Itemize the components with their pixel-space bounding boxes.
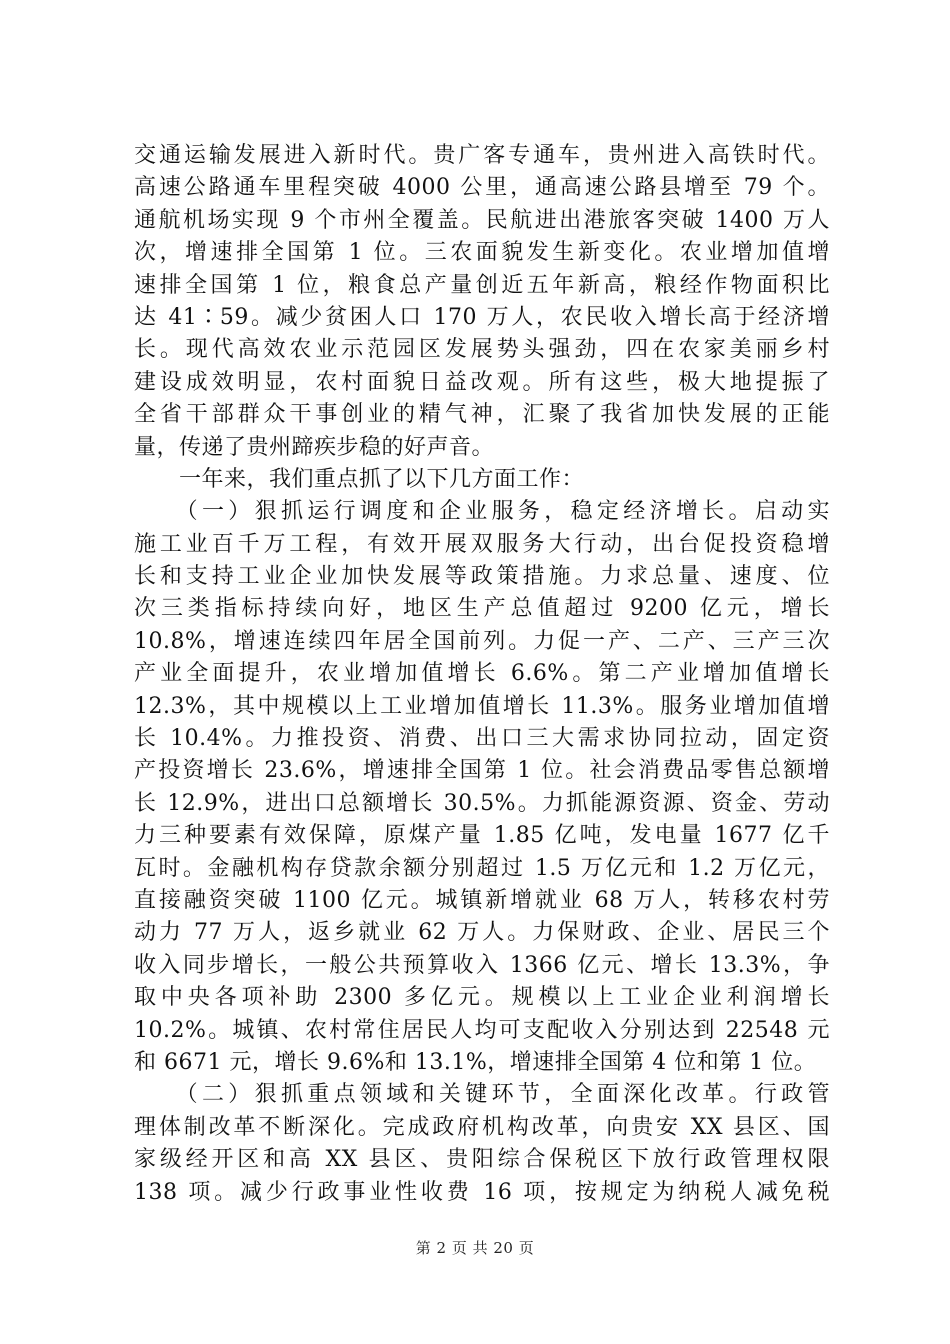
text-line: 长 10.4%。力推投资、消费、出口三大需求协同拉动，固定资 bbox=[134, 726, 830, 752]
text-line: 长和支持工业企业加快发展等政策措施。力求总量、速度、位 bbox=[134, 564, 830, 590]
text-line: 交通运输发展进入新时代。贵广客专通车，贵州进入高铁时代。 bbox=[134, 143, 830, 168]
text-line: 10.2%。城镇、农村常住居民人均可支配收入分别达到 22548 元 bbox=[134, 1017, 830, 1043]
text-line: 达 41∶59。减少贫困人口 170 万人，农民收入增长高于经济增 bbox=[134, 304, 830, 330]
text-line: 次三类指标持续向好，地区生产总值超过 9200 亿元，增长 bbox=[134, 596, 830, 622]
text-line: 一年来，我们重点抓了以下几方面工作： bbox=[134, 466, 585, 492]
text-line: 量，传递了贵州蹄疾步稳的好声音。 bbox=[134, 434, 495, 460]
text-line: 和 6671 元，增长 9.6%和 13.1%，增速排全国第 4 位和第 1 位。 bbox=[134, 1049, 817, 1075]
text-line: （一）狠抓运行调度和企业服务，稳定经济增长。启动实 bbox=[134, 499, 830, 525]
text-line: 全省干部群众干事创业的精气神，汇聚了我省加快发展的正能 bbox=[134, 402, 830, 428]
text-line: 产业全面提升，农业增加值增长 6.6%。第二产业增加值增长 bbox=[134, 661, 830, 687]
text-line: 长 12.9%，进出口总额增长 30.5%。力抓能源资源、资金、劳动 bbox=[134, 790, 830, 816]
text-line: 通航机场实现 9 个市州全覆盖。民航进出港旅客突破 1400 万人 bbox=[134, 207, 830, 233]
text-line: （二）狠抓重点领域和关键环节，全面深化改革。行政管 bbox=[134, 1082, 830, 1108]
text-line: 次，增速排全国第 1 位。三农面貌发生新变化。农业增加值增 bbox=[134, 240, 830, 266]
text-line: 12.3%，其中规模以上工业增加值增长 11.3%。服务业增加值增 bbox=[134, 693, 830, 719]
page-number-footer: 第 2 页 共 20 页 bbox=[415, 1239, 535, 1257]
text-line: 长。现代高效农业示范园区发展势头强劲，四在农家美丽乡村 bbox=[134, 337, 830, 363]
text-line: 动力 77 万人，返乡就业 62 万人。力保财政、企业、居民三个 bbox=[134, 920, 830, 946]
text-line: 建设成效明显，农村面貌日益改观。所有这些，极大地提振了 bbox=[134, 369, 830, 395]
text-line: 施工业百千万工程，有效开展双服务大行动，出台促投资稳增 bbox=[134, 531, 830, 557]
text-line: 家级经开区和高 XX 县区、贵阳综合保税区下放行政管理权限 bbox=[134, 1147, 830, 1173]
text-line: 10.8%，增速连续四年居全国前列。力促一产、二产、三产三次 bbox=[134, 628, 830, 654]
text-line: 瓦时。金融机构存贷款余额分别超过 1.5 万亿元和 1.2 万亿元， bbox=[134, 855, 830, 881]
text-line: 理体制改革不断深化。完成政府机构改革，向贵安 XX 县区、国 bbox=[134, 1114, 830, 1140]
text-line: 力三种要素有效保障，原煤产量 1.85 亿吨，发电量 1677 亿千 bbox=[134, 823, 830, 849]
text-line: 直接融资突破 1100 亿元。城镇新增就业 68 万人，转移农村劳 bbox=[134, 887, 830, 913]
text-line: 138 项。减少行政事业性收费 16 项，按规定为纳税人减免税 bbox=[134, 1179, 830, 1205]
body-text bbox=[134, 140, 830, 1209]
text-line: 取中央各项补助 2300 多亿元。规模以上工业企业利润增长 bbox=[134, 985, 830, 1011]
text-line: 产投资增长 23.6%，增速排全国第 1 位。社会消费品零售总额增 bbox=[134, 758, 830, 784]
text-line: 收入同步增长，一般公共预算收入 1366 亿元、增长 13.3%，争 bbox=[134, 952, 830, 978]
text-line: 速排全国第 1 位，粮食总产量创近五年新高，粮经作物面积比 bbox=[134, 272, 830, 298]
text-line: 高速公路通车里程突破 4000 公里，通高速公路县增至 79 个。 bbox=[134, 175, 830, 201]
